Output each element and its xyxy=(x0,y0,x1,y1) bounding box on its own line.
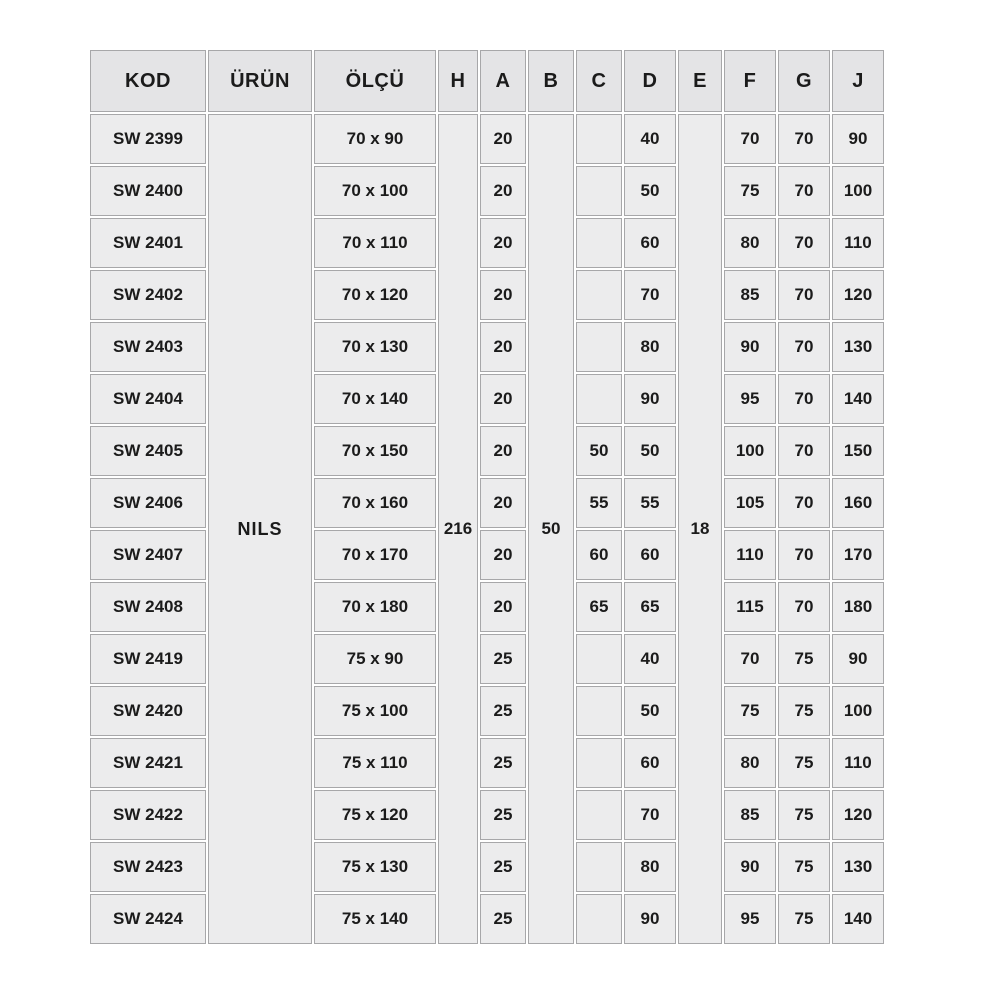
cell-j: 130 xyxy=(832,322,884,372)
cell-olcu: 70 x 170 xyxy=(314,530,436,580)
cell-g: 70 xyxy=(778,530,830,580)
cell-c xyxy=(576,894,622,944)
column-header-b: B xyxy=(528,50,574,112)
cell-d: 60 xyxy=(624,738,676,788)
cell-d: 50 xyxy=(624,166,676,216)
cell-f: 105 xyxy=(724,478,776,528)
cell-j: 110 xyxy=(832,218,884,268)
cell-f: 75 xyxy=(724,686,776,736)
cell-kod: SW 2405 xyxy=(90,426,206,476)
cell-f: 75 xyxy=(724,166,776,216)
cell-c xyxy=(576,374,622,424)
column-header-a: A xyxy=(480,50,526,112)
cell-j: 100 xyxy=(832,686,884,736)
cell-f: 85 xyxy=(724,270,776,320)
cell-olcu: 75 x 140 xyxy=(314,894,436,944)
cell-c xyxy=(576,790,622,840)
cell-olcu: 75 x 130 xyxy=(314,842,436,892)
cell-kod: SW 2422 xyxy=(90,790,206,840)
cell-olcu: 70 x 140 xyxy=(314,374,436,424)
cell-a: 20 xyxy=(480,322,526,372)
cell-j: 120 xyxy=(832,790,884,840)
cell-j: 170 xyxy=(832,530,884,580)
cell-j: 90 xyxy=(832,634,884,684)
cell-a: 20 xyxy=(480,374,526,424)
cell-a: 20 xyxy=(480,426,526,476)
table-row xyxy=(90,114,884,164)
cell-d: 70 xyxy=(624,790,676,840)
cell-g: 70 xyxy=(778,114,830,164)
cell-f: 90 xyxy=(724,322,776,372)
cell-f: 95 xyxy=(724,374,776,424)
cell-g: 75 xyxy=(778,790,830,840)
cell-olcu: 70 x 120 xyxy=(314,270,436,320)
column-header-urun: ÜRÜN xyxy=(208,50,312,112)
cell-kod: SW 2424 xyxy=(90,894,206,944)
cell-a: 25 xyxy=(480,894,526,944)
cell-g: 70 xyxy=(778,582,830,632)
cell-a: 25 xyxy=(480,738,526,788)
cell-f: 70 xyxy=(724,114,776,164)
cell-a: 20 xyxy=(480,166,526,216)
cell-kod: SW 2400 xyxy=(90,166,206,216)
cell-a: 20 xyxy=(480,114,526,164)
cell-kod: SW 2408 xyxy=(90,582,206,632)
cell-f: 110 xyxy=(724,530,776,580)
cell-olcu: 70 x 90 xyxy=(314,114,436,164)
cell-j: 180 xyxy=(832,582,884,632)
cell-c: 55 xyxy=(576,478,622,528)
cell-kod: SW 2403 xyxy=(90,322,206,372)
cell-a: 20 xyxy=(480,478,526,528)
cell-a: 25 xyxy=(480,842,526,892)
table-body xyxy=(90,114,884,944)
cell-j: 140 xyxy=(832,894,884,944)
cell-olcu: 70 x 180 xyxy=(314,582,436,632)
cell-g: 70 xyxy=(778,478,830,528)
cell-f: 90 xyxy=(724,842,776,892)
cell-a: 20 xyxy=(480,530,526,580)
cell-d: 55 xyxy=(624,478,676,528)
cell-kod: SW 2404 xyxy=(90,374,206,424)
cell-f: 80 xyxy=(724,738,776,788)
cell-kod: SW 2401 xyxy=(90,218,206,268)
cell-j: 90 xyxy=(832,114,884,164)
column-header-h: H xyxy=(438,50,478,112)
cell-d: 40 xyxy=(624,114,676,164)
cell-g: 75 xyxy=(778,894,830,944)
cell-kod: SW 2423 xyxy=(90,842,206,892)
cell-d: 50 xyxy=(624,686,676,736)
column-header-kod: KOD xyxy=(90,50,206,112)
cell-e-merged: 18 xyxy=(678,114,722,944)
cell-kod: SW 2420 xyxy=(90,686,206,736)
cell-a: 25 xyxy=(480,686,526,736)
cell-d: 60 xyxy=(624,530,676,580)
cell-j: 160 xyxy=(832,478,884,528)
cell-c xyxy=(576,738,622,788)
cell-g: 70 xyxy=(778,426,830,476)
cell-c xyxy=(576,842,622,892)
cell-d: 90 xyxy=(624,374,676,424)
cell-c xyxy=(576,166,622,216)
cell-olcu: 70 x 100 xyxy=(314,166,436,216)
cell-a: 20 xyxy=(480,582,526,632)
cell-g: 70 xyxy=(778,270,830,320)
cell-c xyxy=(576,218,622,268)
cell-j: 130 xyxy=(832,842,884,892)
cell-d: 80 xyxy=(624,322,676,372)
column-header-olcu: ÖLÇÜ xyxy=(314,50,436,112)
cell-g: 70 xyxy=(778,166,830,216)
cell-d: 40 xyxy=(624,634,676,684)
cell-c xyxy=(576,634,622,684)
cell-kod: SW 2419 xyxy=(90,634,206,684)
cell-c: 60 xyxy=(576,530,622,580)
cell-kod: SW 2421 xyxy=(90,738,206,788)
cell-j: 140 xyxy=(832,374,884,424)
table-header xyxy=(90,50,884,112)
cell-j: 110 xyxy=(832,738,884,788)
cell-d: 60 xyxy=(624,218,676,268)
cell-olcu: 70 x 150 xyxy=(314,426,436,476)
cell-g: 70 xyxy=(778,218,830,268)
cell-olcu: 75 x 100 xyxy=(314,686,436,736)
column-header-c: C xyxy=(576,50,622,112)
cell-f: 85 xyxy=(724,790,776,840)
cell-kod: SW 2407 xyxy=(90,530,206,580)
cell-d: 70 xyxy=(624,270,676,320)
specification-table xyxy=(88,48,886,946)
column-header-d: D xyxy=(624,50,676,112)
cell-olcu: 70 x 130 xyxy=(314,322,436,372)
cell-f: 115 xyxy=(724,582,776,632)
cell-j: 100 xyxy=(832,166,884,216)
cell-f: 80 xyxy=(724,218,776,268)
cell-c xyxy=(576,686,622,736)
cell-olcu: 70 x 110 xyxy=(314,218,436,268)
cell-j: 120 xyxy=(832,270,884,320)
cell-j: 150 xyxy=(832,426,884,476)
cell-c xyxy=(576,270,622,320)
cell-f: 100 xyxy=(724,426,776,476)
cell-c xyxy=(576,114,622,164)
cell-d: 65 xyxy=(624,582,676,632)
cell-c xyxy=(576,322,622,372)
cell-d: 80 xyxy=(624,842,676,892)
cell-olcu: 70 x 160 xyxy=(314,478,436,528)
cell-f: 70 xyxy=(724,634,776,684)
cell-g: 70 xyxy=(778,322,830,372)
cell-olcu: 75 x 120 xyxy=(314,790,436,840)
cell-kod: SW 2399 xyxy=(90,114,206,164)
header-row xyxy=(90,50,884,112)
cell-a: 25 xyxy=(480,634,526,684)
cell-olcu: 75 x 90 xyxy=(314,634,436,684)
cell-b-merged: 50 xyxy=(528,114,574,944)
cell-olcu: 75 x 110 xyxy=(314,738,436,788)
cell-g: 75 xyxy=(778,634,830,684)
cell-kod: SW 2402 xyxy=(90,270,206,320)
cell-c: 50 xyxy=(576,426,622,476)
column-header-e: E xyxy=(678,50,722,112)
cell-g: 75 xyxy=(778,738,830,788)
column-header-g: G xyxy=(778,50,830,112)
cell-a: 20 xyxy=(480,270,526,320)
cell-a: 25 xyxy=(480,790,526,840)
cell-kod: SW 2406 xyxy=(90,478,206,528)
cell-d: 50 xyxy=(624,426,676,476)
cell-h-merged: 216 xyxy=(438,114,478,944)
column-header-j: J xyxy=(832,50,884,112)
cell-g: 70 xyxy=(778,374,830,424)
cell-d: 90 xyxy=(624,894,676,944)
cell-g: 75 xyxy=(778,842,830,892)
cell-a: 20 xyxy=(480,218,526,268)
column-header-f: F xyxy=(724,50,776,112)
cell-f: 95 xyxy=(724,894,776,944)
cell-urun-merged: NILS xyxy=(208,114,312,944)
cell-c: 65 xyxy=(576,582,622,632)
cell-g: 75 xyxy=(778,686,830,736)
